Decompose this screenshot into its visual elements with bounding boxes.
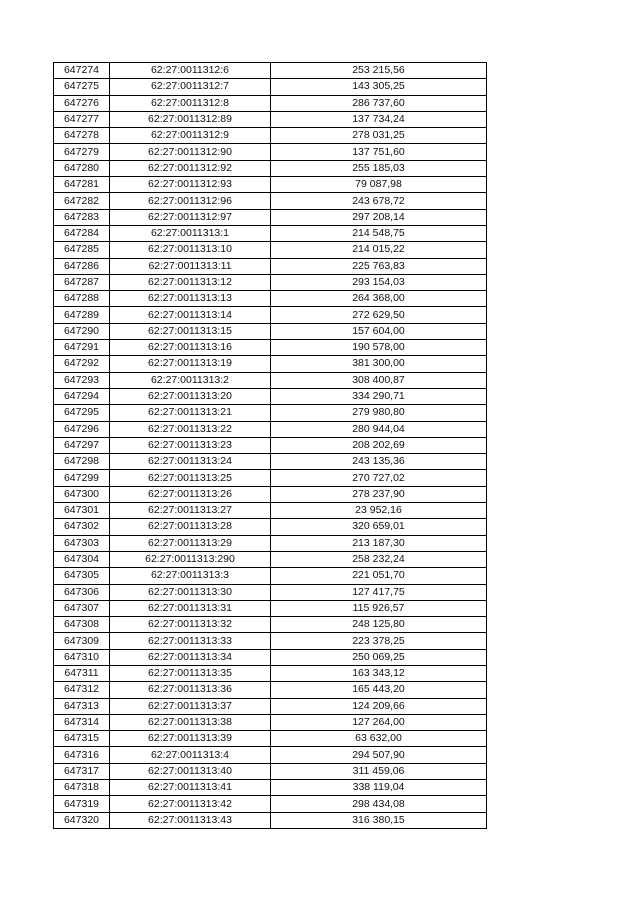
table-row bbox=[54, 568, 487, 584]
value-cell: 255 185,03 bbox=[271, 160, 487, 176]
row-number-cell: 647285 bbox=[54, 242, 110, 258]
table-row bbox=[54, 454, 487, 470]
cadastral-number-cell: 62:27:0011312:9 bbox=[110, 128, 271, 144]
table-row bbox=[54, 209, 487, 225]
cadastral-number-cell: 62:27:0011313:16 bbox=[110, 340, 271, 356]
value-cell: 258 232,24 bbox=[271, 551, 487, 567]
cadastral-number-cell: 62:27:0011313:36 bbox=[110, 682, 271, 698]
value-cell: 127 417,75 bbox=[271, 584, 487, 600]
cadastral-number-cell: 62:27:0011313:29 bbox=[110, 535, 271, 551]
value-cell: 137 751,60 bbox=[271, 144, 487, 160]
cadastral-number-cell: 62:27:0011313:42 bbox=[110, 796, 271, 812]
value-cell: 286 737,60 bbox=[271, 95, 487, 111]
cadastral-number-cell: 62:27:0011313:21 bbox=[110, 405, 271, 421]
value-cell: 163 343,12 bbox=[271, 665, 487, 681]
value-cell: 221 051,70 bbox=[271, 568, 487, 584]
row-number-cell: 647319 bbox=[54, 796, 110, 812]
value-cell: 127 264,00 bbox=[271, 714, 487, 730]
cadastral-number-cell: 62:27:0011313:31 bbox=[110, 600, 271, 616]
row-number-cell: 647293 bbox=[54, 372, 110, 388]
value-cell: 243 135,36 bbox=[271, 454, 487, 470]
value-cell: 157 604,00 bbox=[271, 323, 487, 339]
row-number-cell: 647298 bbox=[54, 454, 110, 470]
row-number-cell: 647276 bbox=[54, 95, 110, 111]
value-cell: 115 926,57 bbox=[271, 600, 487, 616]
row-number-cell: 647303 bbox=[54, 535, 110, 551]
value-cell: 316 380,15 bbox=[271, 812, 487, 828]
row-number-cell: 647302 bbox=[54, 519, 110, 535]
cadastral-number-cell: 62:27:0011313:13 bbox=[110, 291, 271, 307]
row-number-cell: 647286 bbox=[54, 258, 110, 274]
table-row bbox=[54, 780, 487, 796]
table-row bbox=[54, 486, 487, 502]
row-number-cell: 647305 bbox=[54, 568, 110, 584]
table-row bbox=[54, 584, 487, 600]
table-body bbox=[54, 63, 487, 829]
row-number-cell: 647288 bbox=[54, 291, 110, 307]
cadastral-number-cell: 62:27:0011313:26 bbox=[110, 486, 271, 502]
cadastral-number-cell: 62:27:0011313:39 bbox=[110, 731, 271, 747]
row-number-cell: 647297 bbox=[54, 437, 110, 453]
table-row bbox=[54, 421, 487, 437]
table-row bbox=[54, 649, 487, 665]
value-cell: 243 678,72 bbox=[271, 193, 487, 209]
table-row bbox=[54, 812, 487, 828]
cadastral-number-cell: 62:27:0011313:23 bbox=[110, 437, 271, 453]
value-cell: 214 015,22 bbox=[271, 242, 487, 258]
table-row bbox=[54, 340, 487, 356]
table-row bbox=[54, 79, 487, 95]
cadastral-number-cell: 62:27:0011313:290 bbox=[110, 551, 271, 567]
value-cell: 223 378,25 bbox=[271, 633, 487, 649]
cadastral-number-cell: 62:27:0011313:12 bbox=[110, 274, 271, 290]
cadastral-number-cell: 62:27:0011313:10 bbox=[110, 242, 271, 258]
row-number-cell: 647301 bbox=[54, 503, 110, 519]
table-row bbox=[54, 437, 487, 453]
cadastral-number-cell: 62:27:0011313:22 bbox=[110, 421, 271, 437]
cadastral-number-cell: 62:27:0011313:38 bbox=[110, 714, 271, 730]
cadastral-number-cell: 62:27:0011312:90 bbox=[110, 144, 271, 160]
cadastral-number-cell: 62:27:0011313:33 bbox=[110, 633, 271, 649]
value-cell: 298 434,08 bbox=[271, 796, 487, 812]
cadastral-number-cell: 62:27:0011313:32 bbox=[110, 617, 271, 633]
row-number-cell: 647281 bbox=[54, 177, 110, 193]
cadastral-number-cell: 62:27:0011312:89 bbox=[110, 111, 271, 127]
value-cell: 79 087,98 bbox=[271, 177, 487, 193]
value-cell: 137 734,24 bbox=[271, 111, 487, 127]
row-number-cell: 647283 bbox=[54, 209, 110, 225]
row-number-cell: 647291 bbox=[54, 340, 110, 356]
row-number-cell: 647279 bbox=[54, 144, 110, 160]
table-row bbox=[54, 160, 487, 176]
cadastral-number-cell: 62:27:0011313:19 bbox=[110, 356, 271, 372]
table-row bbox=[54, 242, 487, 258]
row-number-cell: 647284 bbox=[54, 225, 110, 241]
row-number-cell: 647280 bbox=[54, 160, 110, 176]
value-cell: 293 154,03 bbox=[271, 274, 487, 290]
table-row bbox=[54, 535, 487, 551]
cadastral-number-cell: 62:27:0011313:15 bbox=[110, 323, 271, 339]
value-cell: 279 980,80 bbox=[271, 405, 487, 421]
cadastral-number-cell: 62:27:0011313:35 bbox=[110, 665, 271, 681]
row-number-cell: 647287 bbox=[54, 274, 110, 290]
table-row bbox=[54, 177, 487, 193]
cadastral-number-cell: 62:27:0011313:43 bbox=[110, 812, 271, 828]
value-cell: 338 119,04 bbox=[271, 780, 487, 796]
row-number-cell: 647295 bbox=[54, 405, 110, 421]
value-cell: 334 290,71 bbox=[271, 388, 487, 404]
row-number-cell: 647282 bbox=[54, 193, 110, 209]
value-cell: 297 208,14 bbox=[271, 209, 487, 225]
value-cell: 23 952,16 bbox=[271, 503, 487, 519]
table-row bbox=[54, 747, 487, 763]
cadastral-number-cell: 62:27:0011313:20 bbox=[110, 388, 271, 404]
cadastral-number-cell: 62:27:0011313:1 bbox=[110, 225, 271, 241]
row-number-cell: 647314 bbox=[54, 714, 110, 730]
cadastral-number-cell: 62:27:0011313:14 bbox=[110, 307, 271, 323]
table-row bbox=[54, 307, 487, 323]
value-cell: 124 209,66 bbox=[271, 698, 487, 714]
row-number-cell: 647311 bbox=[54, 665, 110, 681]
cadastral-number-cell: 62:27:0011313:24 bbox=[110, 454, 271, 470]
table-row bbox=[54, 600, 487, 616]
value-cell: 320 659,01 bbox=[271, 519, 487, 535]
table-row bbox=[54, 111, 487, 127]
value-cell: 294 507,90 bbox=[271, 747, 487, 763]
value-cell: 143 305,25 bbox=[271, 79, 487, 95]
table-row bbox=[54, 714, 487, 730]
value-cell: 272 629,50 bbox=[271, 307, 487, 323]
cadastral-number-cell: 62:27:0011312:8 bbox=[110, 95, 271, 111]
table-row bbox=[54, 95, 487, 111]
cadastral-number-cell: 62:27:0011312:96 bbox=[110, 193, 271, 209]
value-cell: 213 187,30 bbox=[271, 535, 487, 551]
value-cell: 270 727,02 bbox=[271, 470, 487, 486]
table-row bbox=[54, 470, 487, 486]
table-row bbox=[54, 144, 487, 160]
row-number-cell: 647290 bbox=[54, 323, 110, 339]
value-cell: 381 300,00 bbox=[271, 356, 487, 372]
table-row bbox=[54, 356, 487, 372]
cadastral-number-cell: 62:27:0011312:6 bbox=[110, 63, 271, 79]
table-row bbox=[54, 698, 487, 714]
row-number-cell: 647289 bbox=[54, 307, 110, 323]
document-page bbox=[53, 62, 487, 829]
value-cell: 250 069,25 bbox=[271, 649, 487, 665]
table-row bbox=[54, 258, 487, 274]
row-number-cell: 647306 bbox=[54, 584, 110, 600]
row-number-cell: 647304 bbox=[54, 551, 110, 567]
value-cell: 63 632,00 bbox=[271, 731, 487, 747]
row-number-cell: 647292 bbox=[54, 356, 110, 372]
cadastral-number-cell: 62:27:0011312:97 bbox=[110, 209, 271, 225]
row-number-cell: 647299 bbox=[54, 470, 110, 486]
table-row bbox=[54, 388, 487, 404]
value-cell: 278 237,90 bbox=[271, 486, 487, 502]
row-number-cell: 647274 bbox=[54, 63, 110, 79]
table-row bbox=[54, 665, 487, 681]
table-row bbox=[54, 682, 487, 698]
value-cell: 278 031,25 bbox=[271, 128, 487, 144]
cadastral-number-cell: 62:27:0011313:2 bbox=[110, 372, 271, 388]
table-row bbox=[54, 291, 487, 307]
value-cell: 308 400,87 bbox=[271, 372, 487, 388]
row-number-cell: 647317 bbox=[54, 763, 110, 779]
cadastral-value-table bbox=[53, 62, 487, 829]
table-row bbox=[54, 617, 487, 633]
cadastral-number-cell: 62:27:0011313:11 bbox=[110, 258, 271, 274]
row-number-cell: 647316 bbox=[54, 747, 110, 763]
value-cell: 190 578,00 bbox=[271, 340, 487, 356]
value-cell: 214 548,75 bbox=[271, 225, 487, 241]
value-cell: 165 443,20 bbox=[271, 682, 487, 698]
table-row bbox=[54, 128, 487, 144]
cadastral-number-cell: 62:27:0011313:28 bbox=[110, 519, 271, 535]
row-number-cell: 647277 bbox=[54, 111, 110, 127]
row-number-cell: 647307 bbox=[54, 600, 110, 616]
row-number-cell: 647318 bbox=[54, 780, 110, 796]
table-row bbox=[54, 405, 487, 421]
table-row bbox=[54, 633, 487, 649]
value-cell: 280 944,04 bbox=[271, 421, 487, 437]
table-row bbox=[54, 63, 487, 79]
value-cell: 311 459,06 bbox=[271, 763, 487, 779]
value-cell: 225 763,83 bbox=[271, 258, 487, 274]
row-number-cell: 647294 bbox=[54, 388, 110, 404]
row-number-cell: 647310 bbox=[54, 649, 110, 665]
cadastral-number-cell: 62:27:0011313:30 bbox=[110, 584, 271, 600]
cadastral-number-cell: 62:27:0011313:3 bbox=[110, 568, 271, 584]
cadastral-number-cell: 62:27:0011312:7 bbox=[110, 79, 271, 95]
cadastral-number-cell: 62:27:0011313:40 bbox=[110, 763, 271, 779]
cadastral-number-cell: 62:27:0011313:37 bbox=[110, 698, 271, 714]
row-number-cell: 647300 bbox=[54, 486, 110, 502]
row-number-cell: 647313 bbox=[54, 698, 110, 714]
cadastral-number-cell: 62:27:0011313:4 bbox=[110, 747, 271, 763]
cadastral-number-cell: 62:27:0011313:27 bbox=[110, 503, 271, 519]
row-number-cell: 647312 bbox=[54, 682, 110, 698]
table-row bbox=[54, 225, 487, 241]
table-row bbox=[54, 796, 487, 812]
table-row bbox=[54, 323, 487, 339]
value-cell: 253 215,56 bbox=[271, 63, 487, 79]
cadastral-number-cell: 62:27:0011313:25 bbox=[110, 470, 271, 486]
cadastral-number-cell: 62:27:0011313:34 bbox=[110, 649, 271, 665]
table-row bbox=[54, 503, 487, 519]
value-cell: 248 125,80 bbox=[271, 617, 487, 633]
row-number-cell: 647296 bbox=[54, 421, 110, 437]
table-row bbox=[54, 372, 487, 388]
cadastral-number-cell: 62:27:0011313:41 bbox=[110, 780, 271, 796]
table-row bbox=[54, 763, 487, 779]
row-number-cell: 647315 bbox=[54, 731, 110, 747]
table-row bbox=[54, 274, 487, 290]
table-row bbox=[54, 519, 487, 535]
table-row bbox=[54, 731, 487, 747]
row-number-cell: 647278 bbox=[54, 128, 110, 144]
row-number-cell: 647275 bbox=[54, 79, 110, 95]
table-row bbox=[54, 551, 487, 567]
row-number-cell: 647308 bbox=[54, 617, 110, 633]
row-number-cell: 647320 bbox=[54, 812, 110, 828]
value-cell: 208 202,69 bbox=[271, 437, 487, 453]
row-number-cell: 647309 bbox=[54, 633, 110, 649]
cadastral-number-cell: 62:27:0011312:92 bbox=[110, 160, 271, 176]
cadastral-number-cell: 62:27:0011312:93 bbox=[110, 177, 271, 193]
table-row bbox=[54, 193, 487, 209]
value-cell: 264 368,00 bbox=[271, 291, 487, 307]
